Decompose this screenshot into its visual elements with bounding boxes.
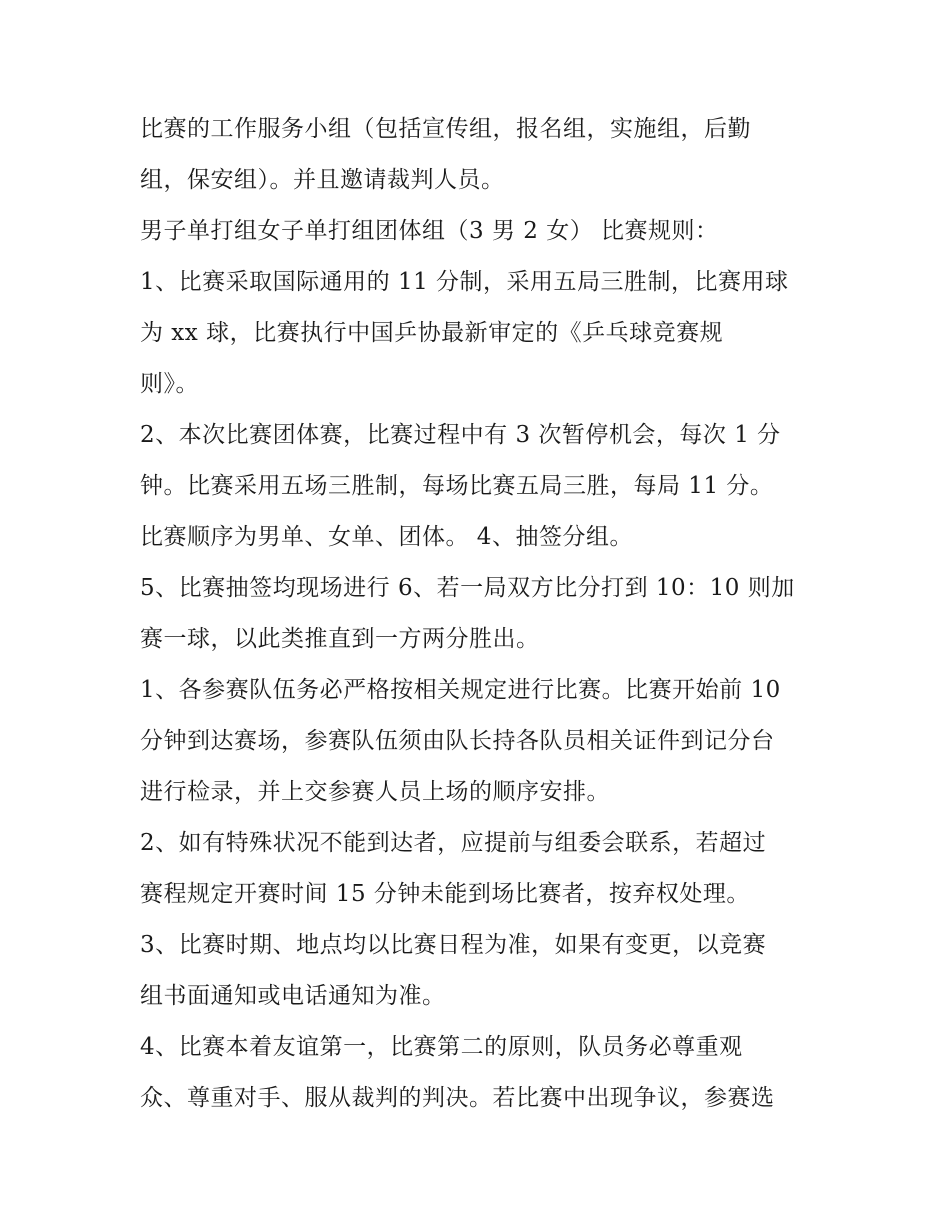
text-line: 钟。比赛采用五场三胜制，每场比赛五局三胜，每局 11 分。 — [140, 473, 774, 499]
text-line: 2、如有特殊状况不能到达者，应提前与组委会联系，若超过 — [140, 830, 767, 856]
document-body — [140, 104, 820, 1124]
text-line: 男子单打组女子单打组团体组（3 男 2 女） 比赛规则： — [140, 218, 719, 244]
text-line: 众、尊重对手、服从裁判的判决。若比赛中出现争议，参赛选 — [140, 1085, 775, 1111]
text-line: 则》。 — [140, 371, 199, 397]
text-line: 5、比赛抽签均现场进行 6、若一局双方比分打到 10：10 则加 — [140, 575, 795, 601]
text-line: 2、本次比赛团体赛，比赛过程中有 3 次暂停机会，每次 1 分 — [140, 422, 781, 448]
text-line: 比赛顺序为男单、女单、团体。 4、抽签分组。 — [140, 524, 633, 550]
text-line: 赛程规定开赛时间 15 分钟未能到场比赛者，按弃权处理。 — [140, 881, 750, 907]
text-line: 为 xx 球，比赛执行中国乒协最新审定的《乒乓球竞赛规 — [140, 320, 724, 346]
text-line: 4、比赛本着友谊第一，比赛第二的原则，队员务必尊重观 — [140, 1034, 743, 1060]
text-line: 组，保安组）。并且邀请裁判人员。 — [140, 167, 505, 193]
text-line: 3、比赛时期、地点均以比赛日程为准，如果有变更，以竞赛 — [140, 932, 767, 958]
text-line: 组书面通知或电话通知为准。 — [140, 983, 446, 1009]
text-line: 比赛的工作服务小组（包括宣传组，报名组，实施组，后勤 — [140, 116, 751, 142]
text-line: 赛一球，以此类推直到一方两分胜出。 — [140, 626, 540, 652]
text-line: 分钟到达赛场，参赛队伍须由队长持各队员相关证件到记分台 — [140, 728, 775, 754]
text-line: 进行检录，并上交参赛人员上场的顺序安排。 — [140, 779, 610, 805]
text-line: 1、比赛采取国际通用的 11 分制，采用五局三胜制，比赛用球 — [140, 269, 789, 295]
text-line: 1、各参赛队伍务必严格按相关规定进行比赛。比赛开始前 10 — [140, 677, 781, 703]
